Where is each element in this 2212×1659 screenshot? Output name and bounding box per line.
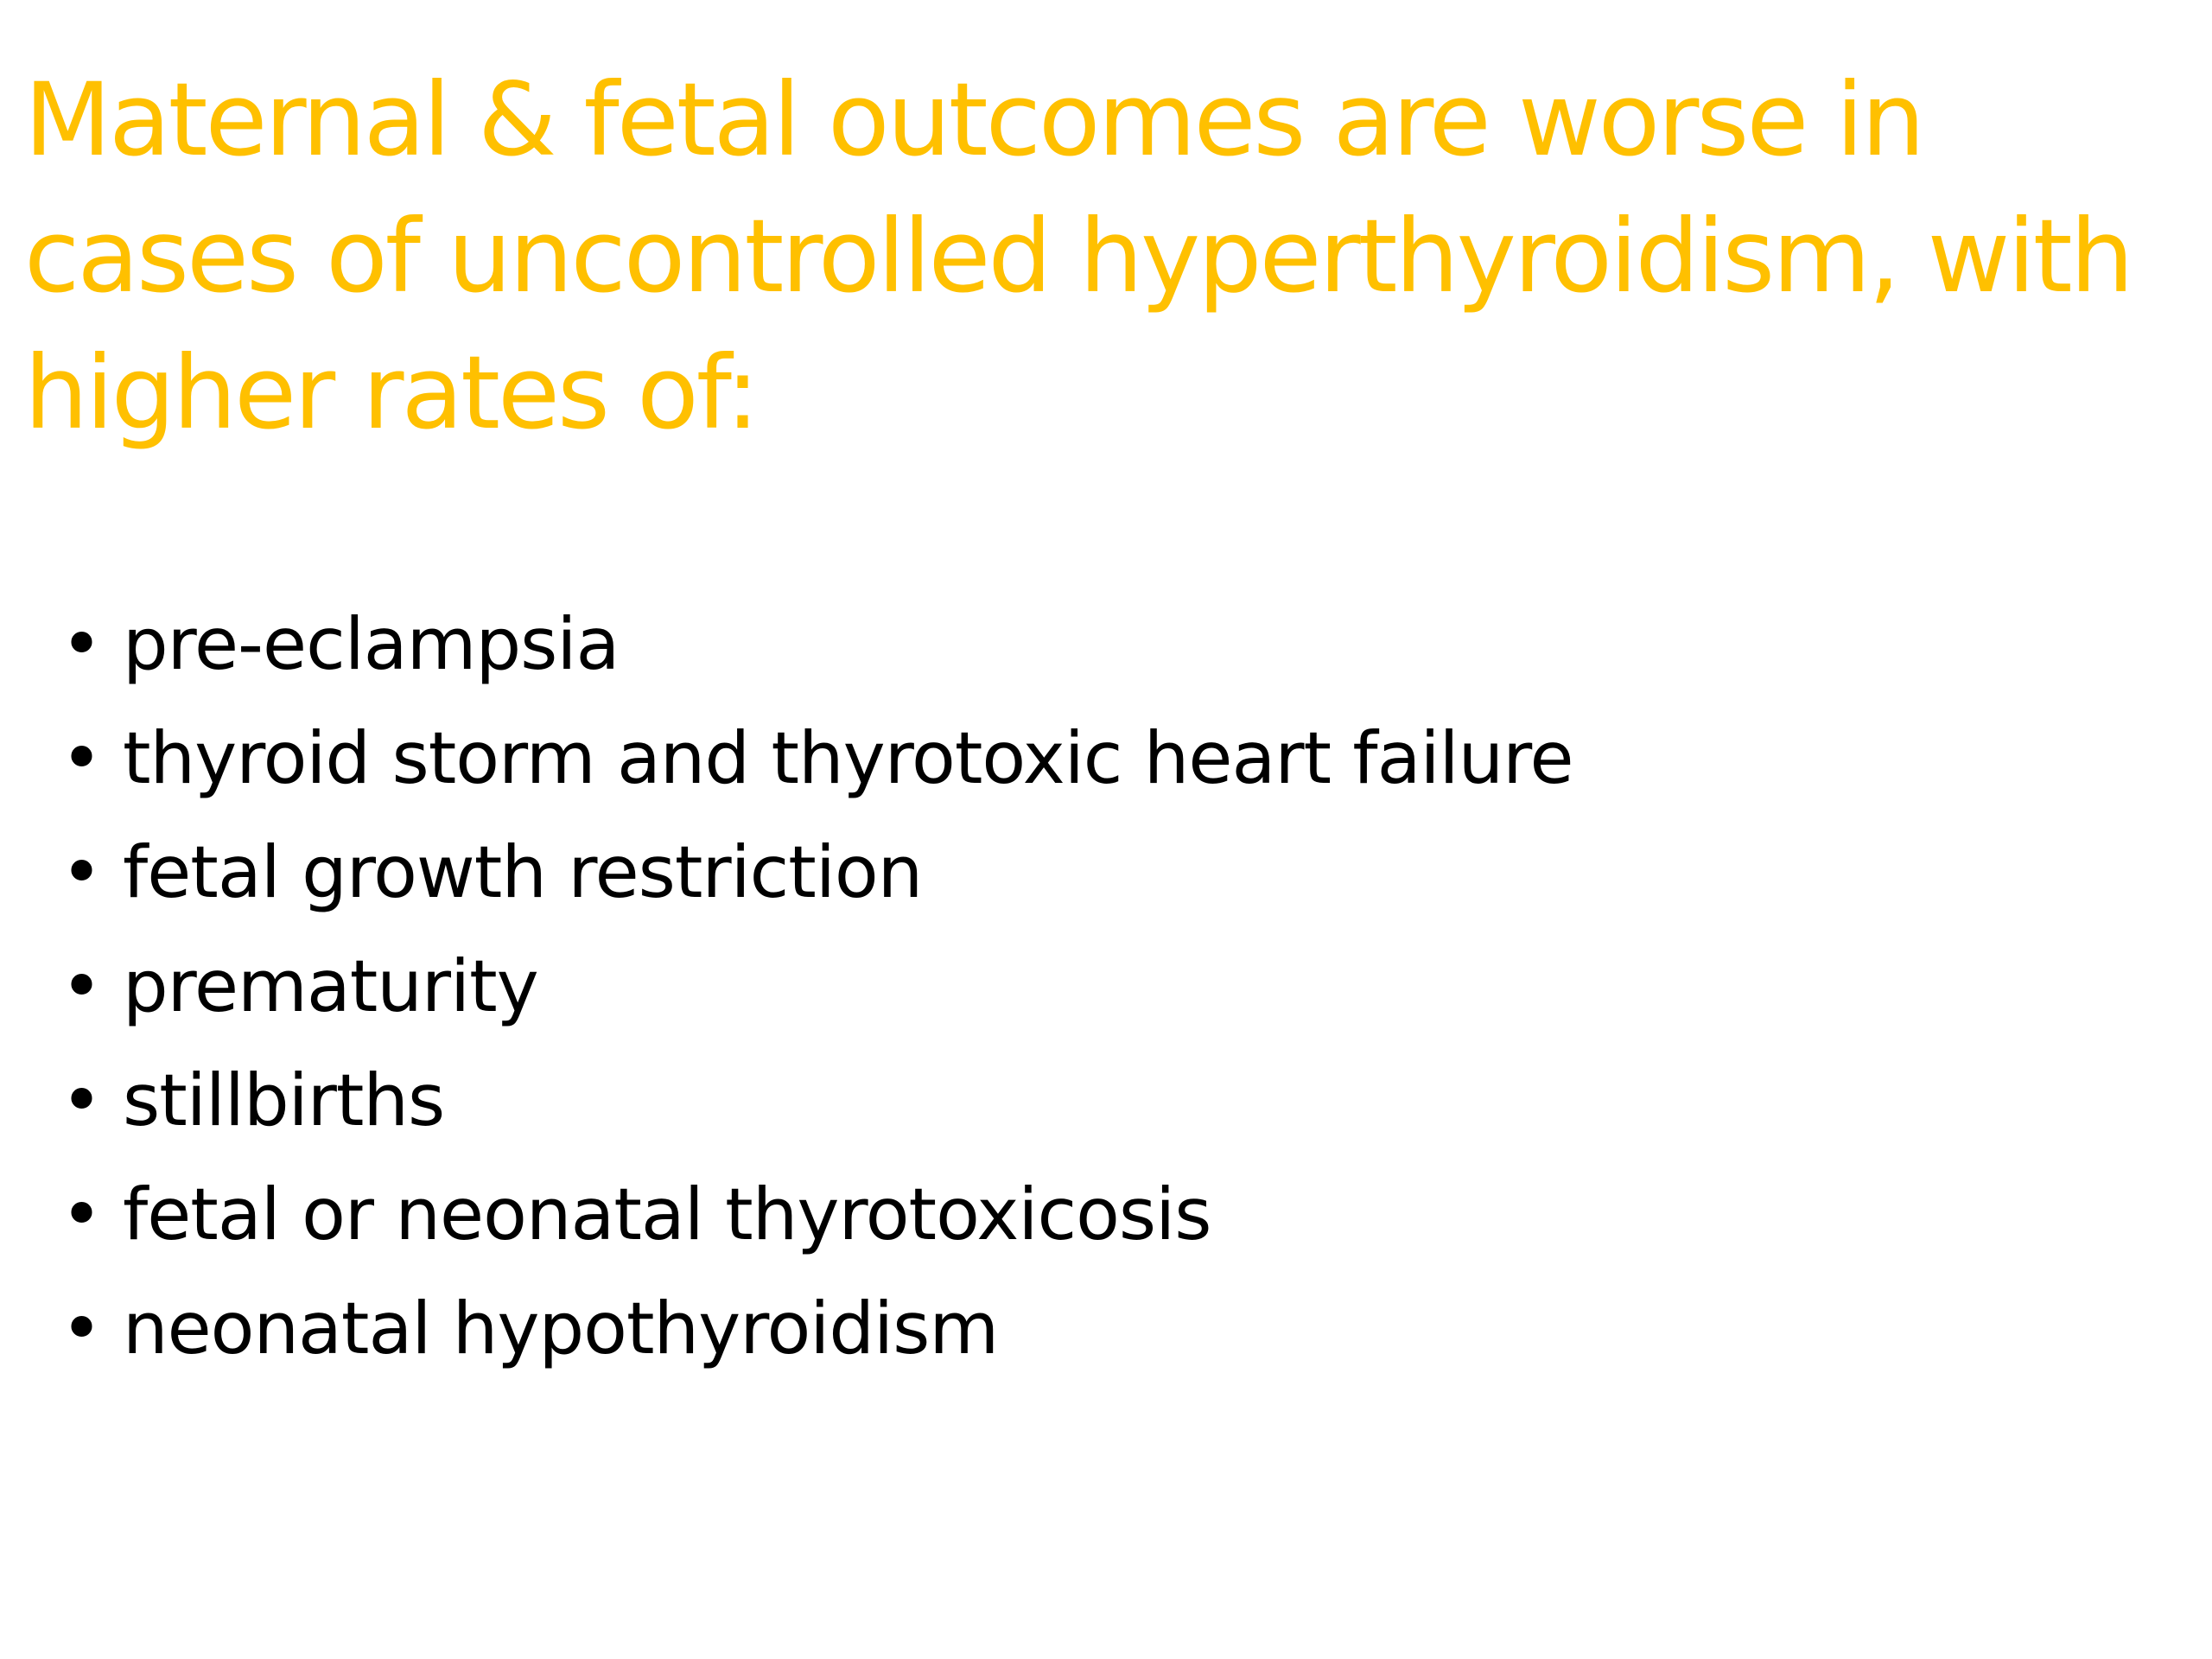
- bullet-item: [60, 930, 1573, 1044]
- bullet-item: [60, 588, 1573, 702]
- slide-title: Maternal & fetal outcomes are worse in cases of uncontrolled hyperthyroidism, with higher rates of:: [24, 60, 2132, 452]
- bullet-item: [60, 702, 1573, 816]
- bullet-text: fetal or neonatal thyrotoxicosis: [123, 1173, 1211, 1256]
- bullet-item: [60, 1044, 1573, 1158]
- bullet-text: thyroid storm and thyrotoxic heart failure: [123, 716, 1573, 800]
- bullet-marker: •: [60, 716, 102, 800]
- bullet-marker: •: [60, 1173, 102, 1256]
- bullet-marker: •: [60, 1287, 102, 1370]
- bullet-text: prematurity: [123, 944, 538, 1028]
- bullet-marker: •: [60, 602, 102, 686]
- bullet-marker: •: [60, 830, 102, 914]
- bullet-item: [60, 816, 1573, 930]
- bullet-text: fetal growth restriction: [123, 830, 923, 914]
- bullet-list: [60, 588, 1573, 1386]
- bullet-item: [60, 1272, 1573, 1386]
- bullet-marker: •: [60, 944, 102, 1028]
- bullet-text: neonatal hypothyroidism: [123, 1287, 999, 1370]
- bullet-item: [60, 1158, 1573, 1272]
- bullet-marker: •: [60, 1058, 102, 1142]
- bullet-text: pre-eclampsia: [123, 602, 620, 686]
- bullet-text: stillbirths: [123, 1058, 445, 1142]
